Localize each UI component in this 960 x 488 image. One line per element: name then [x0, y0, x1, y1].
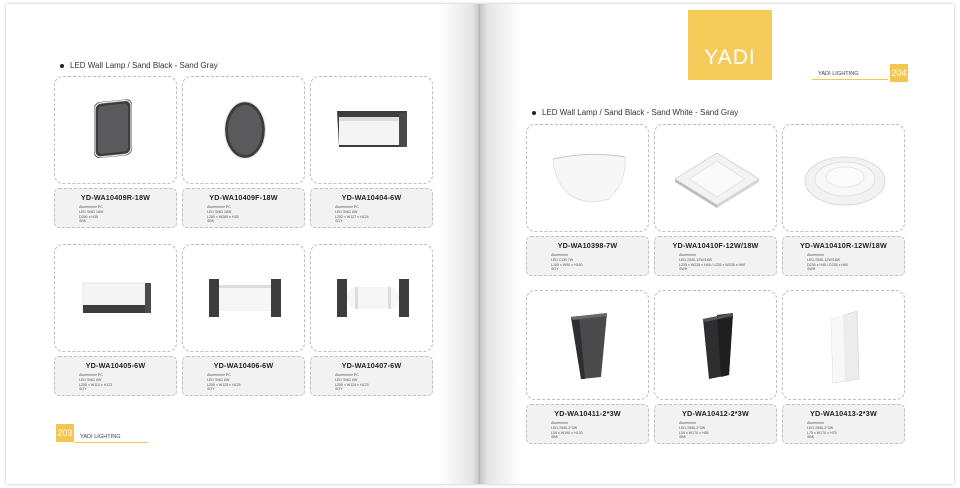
product-info-box [54, 188, 177, 228]
page-gutter-shadow [480, 4, 520, 484]
product-model: YD-WA10409R-18W [80, 193, 151, 202]
product-info-box [526, 236, 649, 276]
product-model: YD-WA10405-6W [85, 361, 146, 370]
product-dimensions: L280 x W280 x H35 [207, 214, 239, 219]
framed-wall-lamp-image [205, 275, 285, 321]
product-image-frame [526, 290, 649, 400]
product-model: YD-WA10410R-12W/18W [800, 241, 887, 250]
product-color-code: SGY [207, 387, 215, 392]
product-material: Aluminium+PC [207, 205, 231, 209]
footer-label: YADI LIGHTING [80, 434, 121, 440]
product-model: YD-WA10410F-12W/18W [672, 241, 759, 250]
product-model: YD-WA10398-7W [557, 241, 618, 250]
product-image-frame [310, 244, 433, 352]
product-dimensions: L250 x W125 x H125 [207, 382, 241, 387]
product-dimensions: L250 x W124 x H123 [335, 382, 369, 387]
product-material: Aluminium+PC [79, 205, 103, 209]
product-light-source: LED-SMD-12W/18W [679, 257, 713, 262]
product-light-source: LED SMD 6W [207, 377, 230, 382]
section-title [60, 61, 218, 70]
section-title-text: LED Wall Lamp / Sand Black - Sand White - Sand Gray [542, 108, 739, 117]
product-image-frame [310, 76, 433, 184]
product-light-source: LED-SMD-2*3W [679, 425, 706, 430]
section-title-text: LED Wall Lamp / Sand Black - Sand Gray [70, 61, 218, 70]
product-color-code: SBK [207, 219, 215, 224]
product-color-code: SWH [679, 267, 688, 272]
product-image-frame [654, 124, 777, 232]
product-info-box [526, 404, 649, 444]
product-material: Aluminium [679, 253, 696, 257]
header-divider [812, 79, 888, 80]
catalog-spread [6, 4, 954, 484]
product-info-box [310, 188, 433, 228]
product-image-frame [782, 290, 905, 400]
product-color-code: SGY [335, 219, 343, 224]
product-image-frame [182, 244, 305, 352]
box-wall-lamp-image [79, 279, 155, 319]
product-model: YD-WA10406-6W [213, 361, 274, 370]
product-image-frame [182, 76, 305, 184]
product-dimensions: L160 x W90 x H160 [551, 262, 583, 267]
product-color-code: SWH [807, 267, 816, 272]
product-model: YD-WA10412-2*3W [682, 409, 749, 418]
product-image-frame [54, 244, 177, 352]
round-wall-lamp-image [221, 97, 269, 163]
product-info-box [782, 236, 905, 276]
product-light-source: LED SMD 18W [207, 209, 232, 214]
product-material: Aluminium+PC [79, 373, 103, 377]
product-model: YD-WA10404-6W [341, 193, 402, 202]
bullet-icon [532, 111, 536, 115]
product-light-source: LED-SMD-12W/18W [807, 257, 841, 262]
product-light-source: LED COB 7W [551, 257, 574, 262]
product-model: YD-WA10411-2*3W [554, 409, 621, 418]
page-number: 204 [890, 64, 908, 82]
product-dimensions: L75 x W170 x H75 [807, 430, 837, 435]
product-light-source: LED-SMD-2*3W [551, 425, 578, 430]
curved-wall-lamp-image [547, 151, 631, 207]
product-info-box [310, 356, 433, 396]
page-gutter-shadow [440, 4, 480, 484]
product-material: Aluminium [551, 421, 568, 425]
cylinder-wall-lamp-image [333, 275, 413, 321]
product-color-code: SBK [807, 435, 815, 440]
product-dimensions: L235 x W235 x H45 / L235 x W235 x H60 [679, 262, 746, 267]
product-color-code: SBK [79, 219, 87, 224]
product-image-frame [654, 290, 777, 400]
product-model: YD-WA10409F-18W [209, 193, 278, 202]
page-number: 203 [56, 424, 74, 442]
product-info-box [782, 404, 905, 444]
product-material: Aluminium+PC [335, 205, 359, 209]
product-dimensions: L252 x W127 x H124 [335, 214, 369, 219]
box-wall-lamp-image [331, 107, 413, 153]
tapered-wall-lamp-image [567, 311, 611, 383]
product-material: Aluminium [807, 421, 824, 425]
product-dimensions: D280 x H35 [79, 214, 98, 219]
square-wall-lamp-image [91, 97, 141, 163]
product-info-box [54, 356, 177, 396]
footer-divider [74, 442, 148, 443]
product-color-code: SGY [335, 387, 343, 392]
product-dimensions: L258 x W110 x H123 [79, 382, 113, 387]
bullet-icon [60, 64, 64, 68]
product-light-source: LED-SMD-2*3W [807, 425, 834, 430]
product-dimensions: L55 x W190 x H130 [551, 430, 583, 435]
section-title [532, 108, 738, 117]
product-material: Aluminium [679, 421, 696, 425]
product-image-frame [54, 76, 177, 184]
catalog-page-left [6, 4, 480, 484]
product-info-box [654, 236, 777, 276]
product-dimensions: D235 x H45 / D235 x H60 [807, 262, 848, 267]
product-info-box [182, 188, 305, 228]
product-info-box [654, 404, 777, 444]
tapered-wall-lamp-image [697, 311, 737, 383]
product-model: YD-WA10413-2*3W [810, 409, 877, 418]
product-image-frame [782, 124, 905, 232]
product-light-source: LED SMD 18W [79, 209, 104, 214]
catalog-page-right [480, 4, 954, 484]
product-info-box [182, 356, 305, 396]
product-color-code: SBK [679, 435, 687, 440]
tapered-wall-lamp-image [827, 309, 863, 385]
brand-logo-block: YADI [688, 10, 772, 80]
product-light-source: LED SMD 6W [335, 377, 358, 382]
product-light-source: LED SMD 6W [79, 377, 102, 382]
square-ceiling-wall-lamp-image [671, 149, 763, 209]
product-material: Aluminium [551, 253, 568, 257]
product-material: Aluminium+PC [335, 373, 359, 377]
product-color-code: SGY [551, 267, 559, 272]
header-label: YADI LIGHTING [818, 71, 859, 77]
product-image-frame [526, 124, 649, 232]
product-light-source: LED SMD 6W [335, 209, 358, 214]
product-dimensions: L55 x W170 x H85 [679, 430, 709, 435]
product-model: YD-WA10407-6W [341, 361, 402, 370]
round-ceiling-wall-lamp-image [801, 149, 889, 209]
product-material: Aluminium [807, 253, 824, 257]
product-color-code: SGY [79, 387, 87, 392]
product-material: Aluminium+PC [207, 373, 231, 377]
product-color-code: SBK [551, 435, 559, 440]
